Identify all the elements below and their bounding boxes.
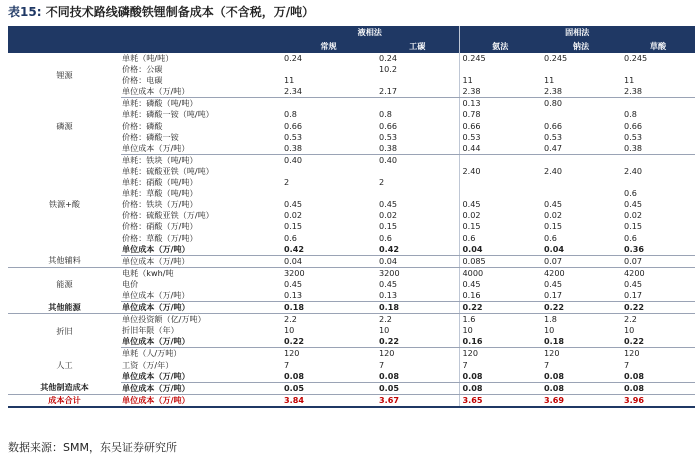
cell-value: 120 <box>284 348 300 359</box>
cell-value: 7 <box>624 359 630 370</box>
cell-value: 0.6 <box>284 232 297 243</box>
cell-value: 2.38 <box>621 86 695 98</box>
cell-value: 10 <box>459 325 541 336</box>
cell-value: 0.66 <box>379 120 398 131</box>
row-label: 价格：草酸（万/吨） <box>122 232 198 243</box>
cell-value: 1.6 <box>459 314 541 326</box>
cell-value <box>621 154 695 166</box>
header-liquid-phase: 液相法 <box>281 26 459 39</box>
cell-value <box>541 188 621 199</box>
row-group-label: 其他辅料 <box>8 255 121 267</box>
cell-value <box>541 64 621 75</box>
cell-value: 0.47 <box>541 143 621 155</box>
table-title-text: 不同技术路线磷酸铁锂制备成本（不含税，万/吨） <box>45 5 315 19</box>
cell-value: 0.8 <box>284 109 297 120</box>
cell-value: 2.2 <box>379 314 392 325</box>
cell-value: 120 <box>459 348 541 360</box>
cell-value <box>459 154 541 166</box>
row-label: 单耗（吨/吨） <box>122 53 174 63</box>
cell-value: 0.66 <box>544 120 563 131</box>
cell-value: 0.08 <box>621 371 695 383</box>
cell-value: 0.15 <box>459 221 541 232</box>
table-row <box>8 53 695 64</box>
cell-value: 0.80 <box>544 98 563 109</box>
cell-value <box>376 166 459 177</box>
table-row <box>8 314 695 326</box>
cell-value: 0.38 <box>376 143 459 155</box>
table-row <box>8 348 695 360</box>
row-label: 单耗：磷酸一铵（吨/吨） <box>122 109 214 120</box>
cell-value: 0.22 <box>281 336 376 348</box>
row-label: 单耗：草酸（吨/吨） <box>122 188 198 199</box>
cell-value: 0.45 <box>459 199 541 210</box>
cell-value: 10 <box>624 325 635 336</box>
row-label: 单位成本（万/吨） <box>121 255 281 267</box>
cost-table <box>8 26 695 408</box>
cell-value: 0.6 <box>379 232 392 243</box>
cell-value: 4200 <box>544 267 565 278</box>
data-source-note: 数据来源：SMM，东吴证券研究所 <box>8 441 177 454</box>
cell-value: 0.07 <box>541 255 621 267</box>
cell-value: 2.40 <box>459 166 541 177</box>
cell-value: 3.84 <box>281 394 376 407</box>
cell-value: 10.2 <box>379 64 398 75</box>
total-row <box>8 394 695 407</box>
cell-value: 0.45 <box>624 278 643 289</box>
cell-value: 0.40 <box>284 154 303 165</box>
cell-value: 0.18 <box>281 302 376 314</box>
cell-value: 0.245 <box>544 53 568 63</box>
table-row <box>8 267 695 279</box>
cell-value: 0.13 <box>459 98 541 110</box>
row-group-label: 其他能源 <box>8 302 121 314</box>
cell-value: 3200 <box>379 267 400 278</box>
cell-value: 0.04 <box>459 244 541 256</box>
cell-value: 0.08 <box>281 371 376 383</box>
row-label: 电价 <box>122 278 139 289</box>
cell-value: 0.16 <box>459 336 541 348</box>
row-label: 电耗（kwh/吨 <box>122 267 174 278</box>
cell-value: 0.04 <box>541 244 621 256</box>
cell-value <box>281 64 376 75</box>
row-label: 单耗：磷酸（吨/吨） <box>122 98 198 109</box>
row-label: 单耗（人/万吨） <box>122 348 182 359</box>
cell-value: 0.04 <box>281 255 376 267</box>
row-label: 单位成本（万/吨） <box>121 244 281 256</box>
cell-value: 0.05 <box>376 382 459 394</box>
cell-value: 0.16 <box>459 290 541 302</box>
table-row <box>8 98 695 110</box>
cell-value: 0.22 <box>621 336 695 348</box>
cell-value: 0.53 <box>459 132 541 143</box>
cell-value: 0.45 <box>284 278 303 289</box>
cell-value: 0.08 <box>541 382 621 394</box>
cell-value: 2 <box>284 177 290 188</box>
cell-value: 0.02 <box>624 210 643 221</box>
cell-value: 0.42 <box>281 244 376 256</box>
cell-value: 0.38 <box>621 143 695 155</box>
cell-value: 0.07 <box>621 255 695 267</box>
row-label: 价格：公碳 <box>122 64 163 75</box>
row-label: 单位成本（万/吨） <box>121 302 281 314</box>
cell-value <box>459 188 541 199</box>
cell-value: 0.18 <box>376 302 459 314</box>
cell-value: 0.53 <box>379 131 398 142</box>
cell-value: 3.96 <box>621 394 695 407</box>
cell-value: 0.08 <box>376 371 459 383</box>
cell-value: 0.66 <box>284 120 303 131</box>
cell-value: 3.65 <box>459 394 541 407</box>
cell-value: 3.67 <box>376 394 459 407</box>
cell-value: 3.69 <box>541 394 621 407</box>
cell-value: 2.40 <box>544 165 563 176</box>
row-label: 单位成本（万/吨） <box>121 143 281 155</box>
row-label: 单位成本（万/吨） <box>121 336 281 348</box>
cell-value: 0.15 <box>284 221 303 232</box>
cell-value: 0.45 <box>544 278 563 289</box>
row-group-label: 能源 <box>56 279 73 290</box>
row-label: 单位成本（万/吨） <box>121 394 281 407</box>
cell-value: 0.24 <box>379 53 398 63</box>
cell-value: 0.02 <box>544 210 563 221</box>
row-label: 价格：磷酸一铵 <box>122 131 179 142</box>
cell-value: 0.78 <box>459 109 541 120</box>
table-row <box>8 255 695 267</box>
row-group-label: 磷源 <box>56 120 73 131</box>
cell-value: 0.08 <box>459 382 541 394</box>
cell-value: 0.66 <box>459 121 541 132</box>
cell-value: 2.17 <box>376 86 459 98</box>
cell-value: 0.40 <box>379 154 398 165</box>
cell-value: 0.45 <box>459 279 541 290</box>
table-body <box>8 53 695 407</box>
cell-value <box>281 188 376 199</box>
cell-value: 0.02 <box>379 210 398 221</box>
cell-value: 120 <box>624 348 640 359</box>
table-row <box>8 382 695 394</box>
row-label: 折旧年限（年） <box>122 325 179 336</box>
row-label: 单位成本（万/吨） <box>121 382 281 394</box>
row-label: 单耗：硝酸（吨/吨） <box>122 177 198 188</box>
cell-value: 0.6 <box>624 232 637 243</box>
cell-value <box>281 166 376 177</box>
cell-value: 0.13 <box>281 290 376 302</box>
cell-value: 2.40 <box>624 165 643 176</box>
row-label: 单位投资额（亿/万吨） <box>122 314 206 325</box>
column-header: 草酸 <box>621 39 695 53</box>
cell-value: 7 <box>284 359 290 370</box>
row-group-label: 锂源 <box>56 69 73 80</box>
cell-value: 0.085 <box>459 255 541 267</box>
table-number: 表15: <box>8 5 42 19</box>
cell-value: 0.45 <box>379 278 398 289</box>
cell-value: 0.22 <box>376 336 459 348</box>
cell-value: 0.6 <box>544 232 557 243</box>
cell-value: 0.42 <box>376 244 459 256</box>
cell-value: 0.6 <box>459 233 541 244</box>
cell-value: 11 <box>624 75 635 86</box>
cell-value: 0.22 <box>621 302 695 314</box>
cell-value: 0.245 <box>624 53 648 63</box>
cell-value: 0.53 <box>284 131 303 142</box>
table-row <box>8 302 695 314</box>
header-solid-phase: 固相法 <box>459 26 695 39</box>
row-group-label: 其他制造成本 <box>8 382 121 394</box>
cell-value: 7 <box>379 359 385 370</box>
cell-value: 11 <box>544 75 555 86</box>
cell-value: 0.45 <box>284 199 303 210</box>
cell-value: 0.22 <box>459 302 541 314</box>
cell-value <box>459 177 541 188</box>
cell-value: 0.38 <box>281 143 376 155</box>
cell-value: 0.02 <box>284 210 303 221</box>
column-header: 常规 <box>281 39 376 53</box>
cell-value: 0.15 <box>544 221 563 232</box>
row-group-label: 人工 <box>56 359 73 370</box>
cell-value: 1.8 <box>544 314 557 325</box>
row-label: 价格：电碳 <box>122 75 163 86</box>
row-label: 单位成本（万/吨） <box>121 290 281 302</box>
cell-value <box>541 109 621 120</box>
cell-value <box>621 98 695 110</box>
cell-value: 7 <box>459 360 541 371</box>
cell-value: 0.05 <box>281 382 376 394</box>
cell-value: 0.24 <box>284 53 303 63</box>
cell-value: 0.36 <box>621 244 695 256</box>
cell-value: 7 <box>544 359 550 370</box>
cell-value: 0.13 <box>376 290 459 302</box>
cell-value: 0.53 <box>624 131 643 142</box>
cell-value: 0.45 <box>379 199 398 210</box>
cell-value <box>621 64 695 75</box>
cell-value: 120 <box>379 348 395 359</box>
cell-value: 0.66 <box>624 120 643 131</box>
cell-value: 3200 <box>284 267 305 278</box>
cell-value: 120 <box>544 348 560 359</box>
cell-value <box>459 64 541 75</box>
cell-value <box>376 188 459 199</box>
cell-value: 10 <box>379 325 390 336</box>
column-header: 工碳 <box>376 39 459 53</box>
cell-value: 2.38 <box>459 86 541 98</box>
cell-value <box>281 98 376 110</box>
row-group-label: 折旧 <box>56 325 73 336</box>
cell-value <box>541 154 621 166</box>
table-title <box>8 3 314 20</box>
cell-value: 11 <box>459 75 541 86</box>
cell-value: 0.45 <box>544 199 563 210</box>
row-group-label: 铁源+酸 <box>48 199 81 210</box>
cell-value: 0.15 <box>624 221 643 232</box>
row-label: 单耗：铁块（吨/吨） <box>122 154 198 165</box>
cell-value: 2.38 <box>541 86 621 98</box>
cell-value: 0.04 <box>376 255 459 267</box>
cell-value: 0.08 <box>621 382 695 394</box>
cell-value: 2.2 <box>284 314 297 325</box>
cell-value <box>376 75 459 86</box>
row-label: 工资（万/年） <box>122 359 174 370</box>
column-header: 氨法 <box>459 39 541 53</box>
cell-value: 0.18 <box>541 336 621 348</box>
cell-value: 0.17 <box>621 290 695 302</box>
cell-value <box>621 177 695 188</box>
cell-value: 4000 <box>459 267 541 279</box>
cell-value: 4200 <box>624 267 645 278</box>
row-label: 价格：磷酸 <box>122 120 163 131</box>
cell-value: 0.8 <box>624 109 637 120</box>
cell-value: 0.02 <box>459 210 541 221</box>
cell-value: 0.08 <box>459 371 541 383</box>
cell-value: 0.17 <box>541 290 621 302</box>
cell-value: 10 <box>284 325 295 336</box>
cell-value: 0.22 <box>541 302 621 314</box>
row-group-label: 成本合计 <box>8 394 121 407</box>
cell-value: 0.44 <box>459 143 541 155</box>
cell-value: 0.6 <box>624 188 637 199</box>
row-label: 价格：铁块（万/吨） <box>122 199 198 210</box>
cell-value: 0.08 <box>541 371 621 383</box>
cell-value: 0.8 <box>379 109 392 120</box>
cell-value: 11 <box>284 75 295 86</box>
cell-value <box>376 98 459 110</box>
cell-value <box>541 177 621 188</box>
table-row <box>8 154 695 166</box>
row-label: 单位成本（万/吨） <box>121 86 281 98</box>
cell-value: 2 <box>379 177 385 188</box>
row-label: 价格：硝酸（万/吨） <box>122 221 198 232</box>
row-label: 价格：硫酸亚铁（万/吨） <box>122 210 214 221</box>
column-header: 钠法 <box>541 39 621 53</box>
cell-value: 0.53 <box>544 131 563 142</box>
cell-value: 0.15 <box>379 221 398 232</box>
cell-value: 0.45 <box>624 199 643 210</box>
cell-value: 2.2 <box>624 314 637 325</box>
cell-value: 2.34 <box>281 86 376 98</box>
row-label: 单位成本（万/吨） <box>121 371 281 383</box>
cell-value: 10 <box>544 325 555 336</box>
row-label: 单耗：硫酸亚铁（吨/吨） <box>122 165 214 176</box>
cell-value: 0.245 <box>459 53 541 64</box>
